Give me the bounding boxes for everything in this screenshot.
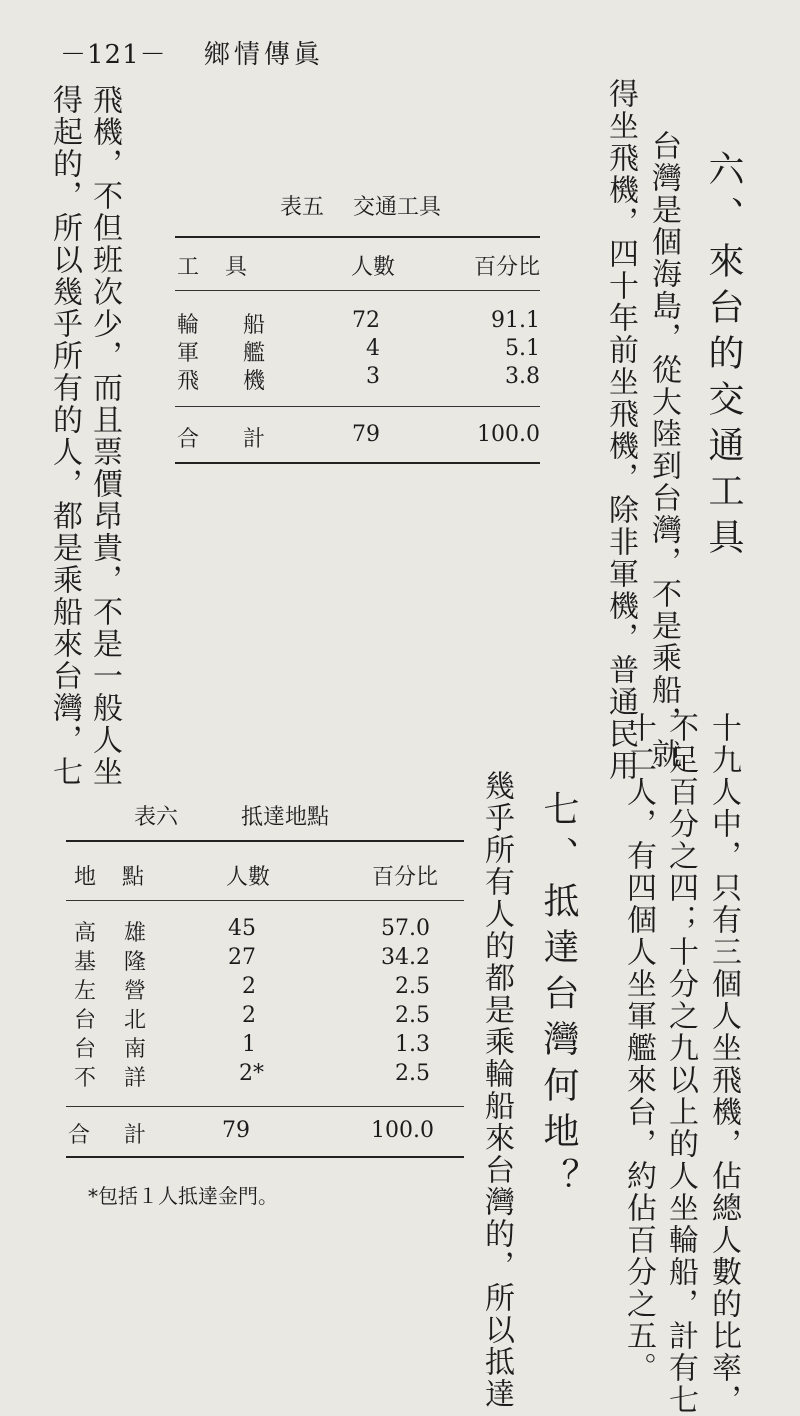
table6-row-b: 北 (124, 1008, 147, 1033)
book-title: 鄉情傳眞 (203, 40, 324, 70)
table6-total-rule (66, 1106, 464, 1107)
page-number: －121－ (60, 40, 167, 70)
table5-row-b: 機 (243, 369, 266, 394)
table6-row-b: 雄 (124, 921, 147, 946)
table6-row-percent: 34.2 (381, 945, 430, 970)
table6-header-rule (66, 900, 464, 901)
table5-total-count: 79 (352, 422, 380, 447)
table-5 (175, 190, 540, 470)
table6-label: 表六 (134, 805, 179, 830)
page-header (60, 34, 324, 71)
table5-header-item: 工 具 (177, 255, 250, 280)
table6-total-a: 合 (68, 1123, 91, 1148)
table6-header-place: 地 點 (74, 865, 147, 890)
table6-row-a: 不 (74, 1066, 97, 1091)
table6-row-count: 2 (242, 1003, 256, 1028)
section6-cont-column-2: 不足百分之四；十分之九以上的人坐輪船，計有七 (663, 712, 698, 1416)
section6-cont-column-1: 十九人中，只有三個人坐飛機，佔總人數的比率， (706, 712, 741, 1416)
table5-top-rule (175, 236, 540, 238)
table5-total-b: 計 (243, 427, 266, 452)
table6-row-percent: 1.3 (395, 1032, 430, 1057)
table5-bottom-rule (175, 462, 540, 464)
table6-total-count: 79 (222, 1118, 250, 1143)
section7-heading: 七、抵達台灣何地？ (538, 790, 579, 1204)
table6-row-b: 南 (124, 1037, 147, 1062)
table6-footnote: *包括１人抵達金門。 (88, 1184, 278, 1208)
section6-heading: 六、來台的交通工具 (703, 150, 744, 564)
section6-column-3: 飛機，不但班次少，而且票價昂貴，不是一般人坐 (87, 84, 122, 788)
table5-row-a: 輪 (177, 313, 200, 338)
table6-total-b: 計 (124, 1123, 147, 1148)
table6-header-count: 人數 (226, 865, 271, 890)
table5-total-percent: 100.0 (477, 422, 540, 447)
table6-row-b: 隆 (124, 950, 147, 975)
table5-row-count: 72 (352, 308, 380, 333)
table-6 (66, 800, 464, 1160)
table6-row-b: 營 (124, 979, 147, 1004)
table5-row-b: 船 (243, 313, 266, 338)
table6-row-count: 1 (242, 1032, 256, 1057)
table5-header-count: 人數 (351, 255, 396, 280)
section7-column-1: 幾乎所有人的都是乘輪船來台灣的，所以抵達 (479, 770, 514, 1410)
table6-row-percent: 2.5 (395, 1061, 430, 1086)
table6-row-a: 左 (74, 979, 97, 1004)
table6-top-rule (66, 840, 464, 842)
section6-column-4: 得起的，所以幾乎所有的人，都是乘船來台灣，七 (47, 84, 82, 788)
table6-row-count: 2* (239, 1061, 264, 1086)
table5-row-percent: 3.8 (505, 364, 540, 389)
table5-row-percent: 91.1 (491, 308, 540, 333)
table5-total-a: 合 (177, 427, 200, 452)
table6-row-a: 高 (74, 921, 97, 946)
table5-total-rule (175, 406, 540, 407)
table5-row-percent: 5.1 (505, 336, 540, 361)
section6-cont-column-3: 十二人，有四個人坐軍艦來台，約佔百分之五。 (621, 712, 656, 1384)
table6-row-b: 詳 (124, 1066, 147, 1091)
table6-row-a: 台 (74, 1037, 97, 1062)
table5-row-a: 飛 (177, 369, 200, 394)
section6-column-2: 得坐飛機，四十年前坐飛機，除非軍機，普通民用 (603, 78, 638, 782)
table6-row-count: 27 (228, 945, 256, 970)
table6-row-count: 2 (242, 974, 256, 999)
table6-row-percent: 2.5 (395, 1003, 430, 1028)
table5-row-b: 艦 (243, 341, 266, 366)
table5-title: 交通工具 (353, 195, 442, 220)
table5-label: 表五 (280, 195, 325, 220)
table6-header-percent: 百分比 (371, 865, 438, 890)
table6-row-percent: 2.5 (395, 974, 430, 999)
table5-row-count: 4 (366, 336, 380, 361)
table5-row-a: 軍 (177, 341, 200, 366)
section6-column-1: 台灣是個海島，從大陸到台灣，不是乘船，就 (646, 130, 681, 770)
table6-row-a: 台 (74, 1008, 97, 1033)
table6-row-a: 基 (74, 950, 97, 975)
table5-header-rule (175, 290, 540, 291)
table6-bottom-rule (66, 1156, 464, 1158)
table6-row-percent: 57.0 (381, 916, 430, 941)
table6-row-count: 45 (228, 916, 256, 941)
table6-total-percent: 100.0 (371, 1118, 434, 1143)
table5-header-percent: 百分比 (473, 255, 540, 280)
table5-row-count: 3 (366, 364, 380, 389)
table6-title: 抵達地點 (241, 805, 330, 830)
